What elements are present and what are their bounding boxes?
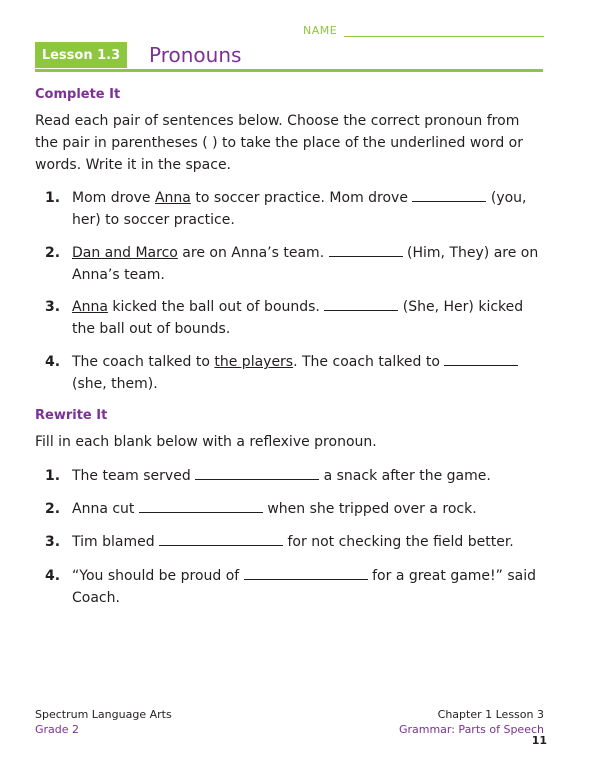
name-line[interactable]	[344, 36, 544, 37]
item-text: Dan and Marco are on Anna’s team. (Him, They) are on Anna’s team.	[72, 242, 545, 286]
item-text: The coach talked to the players. The coach talked to (she, them).	[72, 351, 545, 395]
list-item	[45, 565, 545, 609]
answer-blank[interactable]	[444, 351, 518, 366]
footer-right	[399, 707, 544, 737]
list-item	[45, 187, 545, 231]
list-item	[45, 296, 545, 340]
item-number: 2.	[45, 501, 61, 517]
list-item	[45, 531, 545, 553]
list-item	[45, 498, 545, 520]
rewrite-it-heading: Rewrite It	[35, 408, 108, 423]
item-text: Mom drove Anna to soccer practice. Mom drove (you, her) to soccer practice.	[72, 187, 545, 231]
answer-blank[interactable]	[324, 296, 398, 311]
list-item	[45, 351, 545, 395]
item-number: 3.	[45, 299, 61, 315]
book-title: Spectrum Language Arts	[35, 708, 172, 721]
item-number: 2.	[45, 245, 61, 261]
item-number: 4.	[45, 568, 61, 584]
lesson-badge: Lesson 1.3	[35, 42, 127, 68]
underlined-word: Dan and Marco	[72, 245, 178, 261]
footer-left	[35, 707, 172, 737]
item-text: “You should be proud of for a great game!” said Coach.	[72, 565, 545, 609]
answer-blank[interactable]	[195, 465, 319, 480]
underlined-word: the players	[214, 354, 294, 370]
item-number: 1.	[45, 190, 61, 206]
answer-blank[interactable]	[329, 242, 403, 257]
list-item	[45, 465, 545, 487]
item-text: Tim blamed for not checking the field better.	[72, 531, 545, 553]
header-divider	[35, 69, 543, 72]
list-item	[45, 242, 545, 286]
page-title: Pronouns	[149, 43, 242, 67]
grade-label: Grade 2	[35, 723, 80, 736]
answer-blank[interactable]	[244, 565, 368, 580]
answer-blank[interactable]	[159, 531, 283, 546]
item-number: 3.	[45, 534, 61, 550]
item-text: Anna cut when she tripped over a rock.	[72, 498, 545, 520]
item-text: Anna kicked the ball out of bounds. (She, Her) kicked the ball out of bounds.	[72, 296, 545, 340]
underlined-word: Anna	[72, 299, 108, 315]
underlined-word: Anna	[154, 190, 191, 206]
item-text: The team served a snack after the game.	[72, 465, 545, 487]
item-number: 4.	[45, 354, 61, 370]
item-number: 1.	[45, 468, 61, 484]
complete-it-heading: Complete It	[35, 87, 121, 102]
page-number: 11	[531, 734, 547, 747]
topic-label: Grammar: Parts of Speech	[398, 723, 544, 736]
answer-blank[interactable]	[139, 498, 263, 513]
complete-it-instructions: Read each pair of sentences below. Choose the correct pronoun from the pair in parentheses ( ) to take the place of the underlined word or words. Write it in the space.	[35, 113, 523, 173]
answer-blank[interactable]	[412, 187, 486, 202]
rewrite-it-instructions: Fill in each blank below with a reflexive pronoun.	[35, 434, 377, 450]
chapter-label: Chapter 1 Lesson 3	[437, 708, 544, 721]
name-label: NAME	[303, 24, 338, 37]
